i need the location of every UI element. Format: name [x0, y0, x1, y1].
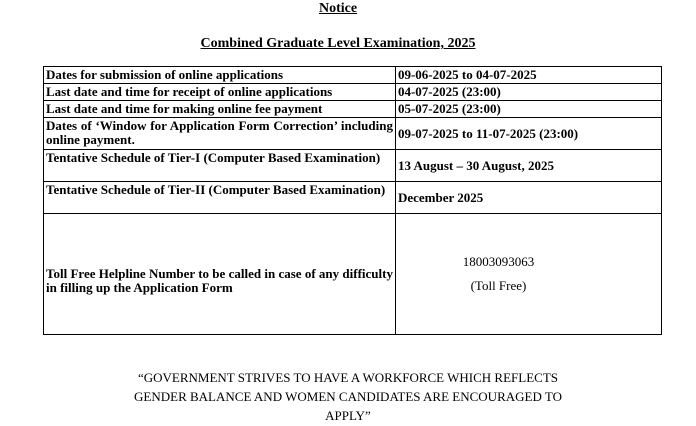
table-row: [44, 118, 662, 150]
helpline-note: (Toll Free): [470, 278, 527, 293]
row-label: Tentative Schedule of Tier-II (Computer Based Examination): [44, 182, 396, 214]
row-label: Dates for submission of online applications: [44, 67, 396, 84]
row-label: Tentative Schedule of Tier-I (Computer Based Examination): [44, 150, 396, 182]
exam-title: Combined Graduate Level Examination, 2025: [200, 36, 476, 51]
helpline-number: 18003093063: [462, 254, 535, 269]
table-row: [44, 150, 662, 182]
row-label: Last date and time for making online fee payment: [44, 101, 396, 118]
row-label: Dates of ‘Window for Application Form Correction’ including online payment.: [44, 118, 396, 150]
table-row: [44, 214, 662, 335]
notice-title: Notice: [318, 1, 358, 16]
table-row: [44, 84, 662, 101]
row-label: Last date and time for receipt of online applications: [44, 84, 396, 101]
schedule-table: [43, 66, 662, 335]
row-value: 05-07-2025 (23:00): [395, 101, 661, 118]
slogan-line: GENDER BALANCE AND WOMEN CANDIDATES ARE ENCOURAGED TO: [134, 389, 562, 404]
row-value: 09-06-2025 to 04-07-2025: [395, 67, 661, 84]
row-value: 09-07-2025 to 11-07-2025 (23:00): [395, 118, 661, 150]
slogan-line: “GOVERNMENT STRIVES TO HAVE A WORKFORCE WHICH REFLECTS: [137, 370, 558, 385]
helpline-cell: [395, 214, 661, 335]
slogan-line: APPLY”: [325, 408, 371, 423]
slogan: [0, 368, 696, 425]
helpline-label: Toll Free Helpline Number to be called in case of any difficulty in filling up the Application Form: [44, 214, 396, 335]
row-value: December 2025: [395, 182, 661, 214]
row-value: 13 August – 30 August, 2025: [395, 150, 661, 182]
table-row: [44, 101, 662, 118]
table-row: [44, 182, 662, 214]
row-value: 04-07-2025 (23:00): [395, 84, 661, 101]
table-row: [44, 67, 662, 84]
